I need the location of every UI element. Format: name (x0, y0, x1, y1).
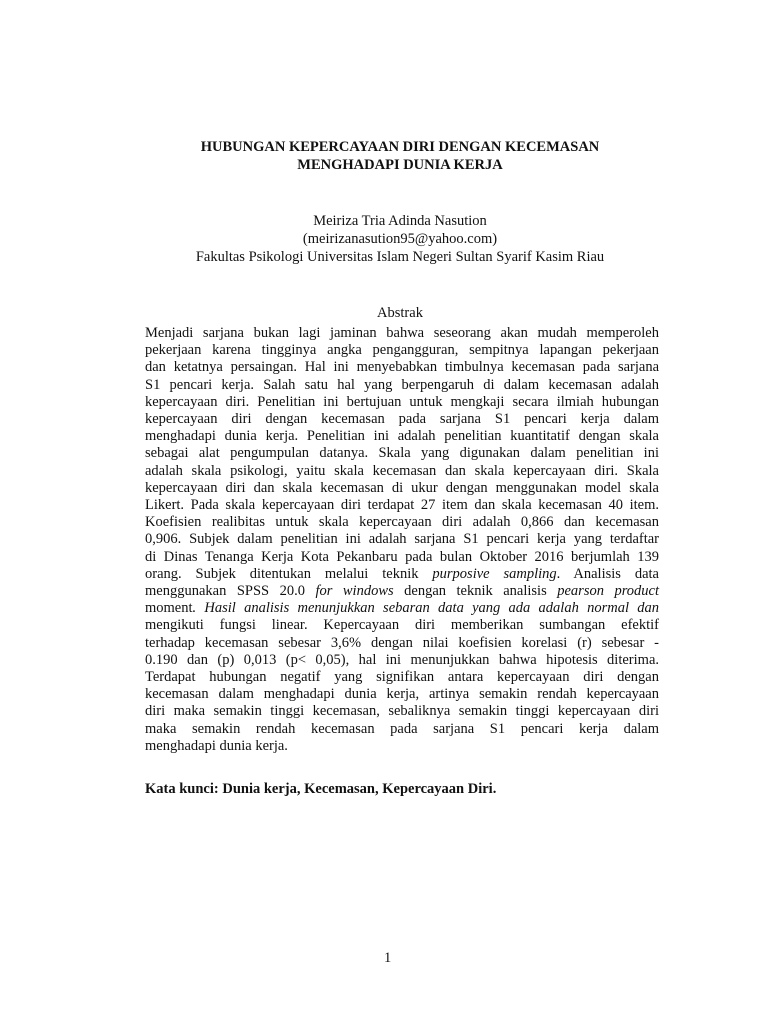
abstract-text: mengikuti fungsi linear. Kepercayaan diri memberikan sumbangan efektif (145, 617, 659, 634)
abstract-text: orang. Subjek ditentukan melalui teknik (145, 565, 433, 582)
abstract-text: 0.190 dan (p) 0,013 (p< 0,05), hal ini menunjukkan bahwa hipotesis diterima. (145, 651, 659, 668)
abstract-heading: Abstrak (377, 305, 423, 321)
abstract-line (145, 359, 659, 376)
abstract-text: adalah skala psikologi, yaitu skala kecemasan dan skala kepercayaan diri. Skala (145, 462, 659, 479)
abstract-text: pekerjaan karena tingginya angka pengangguran, sempitnya lapangan pekerjaan (145, 342, 659, 359)
abstract-text: Menjadi sarjana bukan lagi jaminan bahwa seseorang akan mudah memperoleh (145, 325, 659, 341)
abstract-text: moment (145, 600, 193, 617)
author-name: Meiriza Tria Adinda Nasution (313, 213, 487, 229)
title-line-2: MENGHADAPI DUNIA KERJA (297, 157, 503, 173)
abstract-line (145, 514, 659, 531)
abstract-text: Terdapat hubungan negatif yang signifikan antara kepercayaan diri dengan (145, 669, 659, 686)
abstract-text: kepercayaan diri dengan kecemasan pada sarjana S1 pencari kerja dalam (145, 411, 659, 428)
abstract-line (145, 686, 659, 703)
author-block (100, 212, 700, 266)
abstract-line (145, 721, 659, 738)
abstract-line (145, 377, 659, 394)
abstract-italic-term: . Hasil analisis menunjukkan sebaran data yang ada adalah normal dan (192, 600, 659, 617)
abstract-italic-term: for windows (315, 583, 394, 600)
abstract-line (145, 738, 659, 755)
abstract-text: maka semakin rendah kecemasan pada sarjana S1 pencari kerja dalam (145, 720, 659, 737)
abstract-line (145, 635, 659, 652)
abstract-text: 0,906. Subjek dalam penelitian ini adalah sarjana S1 pencari kerja yang terdaftar (145, 531, 659, 548)
abstract-text: diri maka semakin tinggi kecemasan, sebaliknya semakin tinggi kepercayaan diri (145, 703, 659, 720)
abstract-line (145, 342, 659, 359)
abstract-text: terhadap kecemasan sebesar 3,6% dengan nilai koefisien korelasi (r) sebesar - (145, 634, 659, 651)
abstract-line (145, 669, 659, 686)
abstract-line (145, 428, 659, 445)
abstract-line (145, 480, 659, 497)
abstract-line (145, 497, 659, 514)
title-line-1: HUBUNGAN KEPERCAYAAN DIRI DENGAN KECEMASAN (200, 139, 600, 155)
abstract-text: menghadapi dunia kerja. Penelitian ini adalah penelitian kuantitatif dengan skala (145, 428, 659, 445)
abstract-text: kepercayaan diri. Penelitian ini bertujuan untuk mengkaji secara ilmiah hubungan (145, 393, 659, 410)
abstract-line (145, 394, 659, 411)
abstract-line (145, 531, 659, 548)
abstract-line (145, 703, 659, 720)
abstract-italic-term: purposive sampling (432, 565, 557, 582)
abstract-line (145, 583, 659, 600)
author-affiliation: Fakultas Psikologi Universitas Islam Negeri Sultan Syarif Kasim Riau (195, 249, 605, 265)
abstract-text: di Dinas Tenanga Kerja Kota Pekanbaru pada bulan Oktober 2016 berjumlah 139 (145, 548, 659, 565)
abstract-line (145, 411, 659, 428)
abstract-line (145, 652, 659, 669)
abstract-text: kepercayaan diri dan skala kecemasan di ukur dengan menggunakan model skala (145, 479, 659, 496)
abstract-line (145, 617, 659, 634)
abstract-text: S1 pencari kerja. Salah satu hal yang berpengaruh di dalam kecemasan adalah (145, 376, 659, 393)
abstract-text: dengan teknik analisis (393, 583, 558, 600)
author-email: (meirizanasution95@yahoo.com) (302, 231, 498, 247)
abstract-line (145, 566, 659, 583)
abstract-italic-term: pearson product (557, 583, 660, 600)
abstract-text: menggunakan SPSS 20.0 (145, 583, 316, 600)
abstract-line (145, 600, 659, 617)
abstract-text: . Analisis data (556, 565, 659, 582)
abstract-text: sebagai alat pengumpulan datanya. Skala yang digunakan dalam penelitian ini (145, 445, 659, 462)
abstract-text: kecemasan dalam menghadapi dunia kerja, artinya semakin rendah kepercayaan (145, 686, 659, 703)
abstract-line (145, 549, 659, 566)
keywords: Kata kunci: Dunia kerja, Kecemasan, Kepercayaan Diri. (145, 781, 497, 797)
abstract-line (145, 445, 659, 462)
abstract-text: Likert. Pada skala kepercayaan diri terdapat 27 item dan skala kecemasan 40 item. (145, 497, 659, 514)
abstract-line (145, 325, 659, 342)
page-number: 1 (384, 950, 392, 966)
abstract-text: menghadapi dunia kerja. (145, 737, 288, 754)
paper-title (100, 138, 700, 174)
abstract-body (145, 325, 659, 755)
abstract-line (145, 463, 659, 480)
abstract-text: Koefisien realibitas untuk skala kepercayaan diri adalah 0,866 dan kecemasan (145, 514, 659, 531)
abstract-text: dan ketatnya persaingan. Hal ini menyebabkan timbulnya kecemasan pada sarjana (145, 359, 659, 376)
